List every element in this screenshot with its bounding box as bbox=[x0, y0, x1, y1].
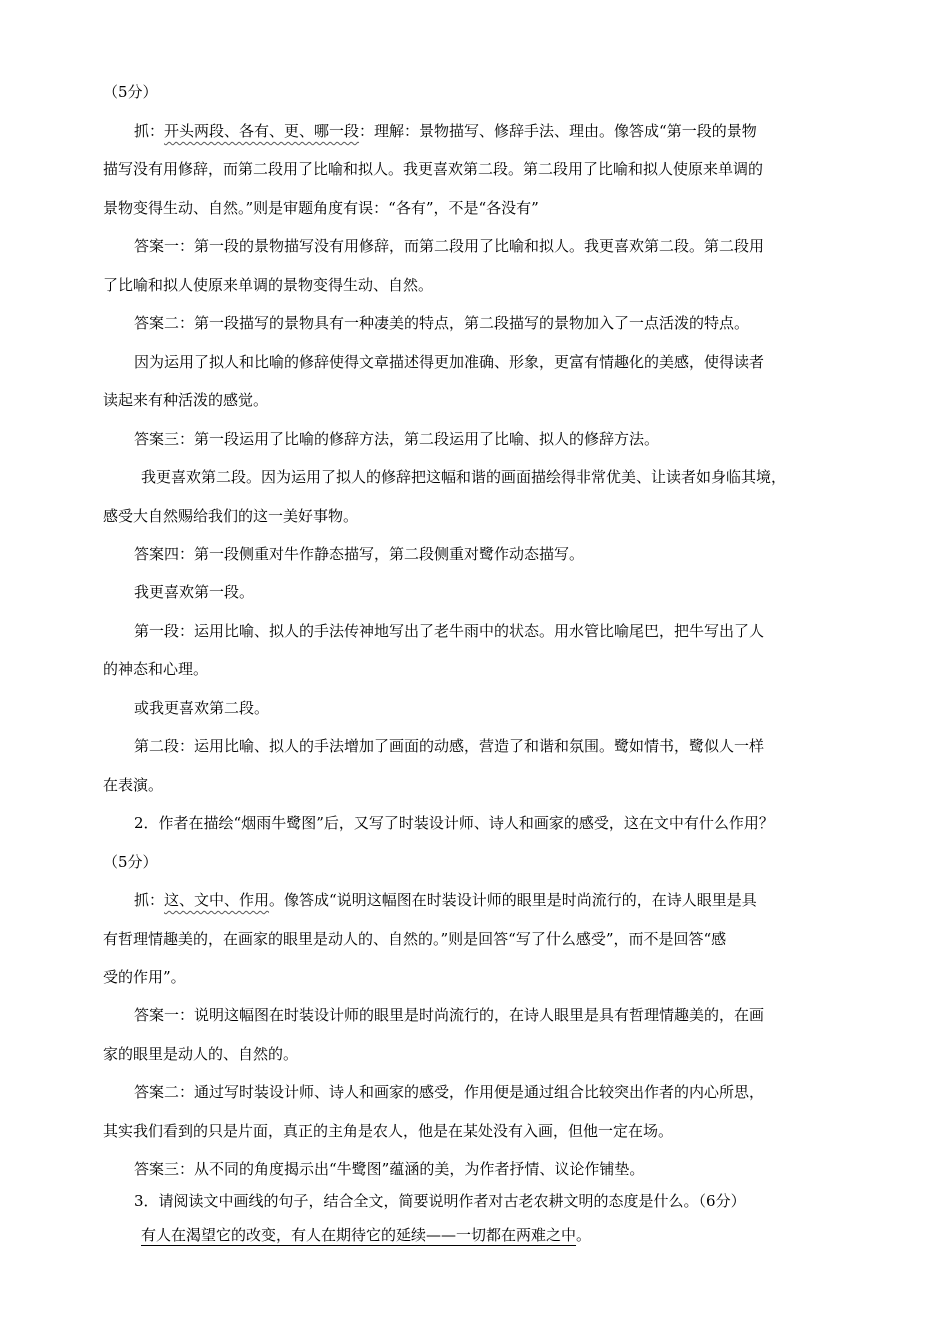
q1-answer-3-line-3: 感受大自然赐给我们的这一美好事物。 bbox=[103, 507, 359, 525]
q1-answer-4-line-7: 在表演。 bbox=[103, 776, 164, 794]
q1-key-words: 开头两段、各有、更、哪一段 bbox=[164, 122, 360, 140]
q1-answer-4-line-4: 的神态和心理。 bbox=[103, 660, 209, 678]
question-3: 3．请阅读文中画线的句子，结合全文，简要说明作者对古老农耕文明的态度是什么。（6分） bbox=[134, 1192, 746, 1210]
underlined-sentence: 有人在渴望它的改变，有人在期待它的延续——一切都在两难之中 bbox=[141, 1226, 577, 1244]
q2-answer-3-line-1: 答案三：从不同的角度揭示出“牛鹭图”蕴涵的美，为作者抒情、议论作铺垫。 bbox=[134, 1160, 645, 1178]
q1-answer-2-line-2: 因为运用了拟人和比喻的修辞使得文章描述得更加准确、形象，更富有情趣化的美感，使得读者 bbox=[134, 353, 765, 371]
q1-answer-4-line-6: 第二段：运用比喻、拟人的手法增加了画面的动感，营造了和谐和氛围。鹭如情书，鹭似人一样 bbox=[134, 737, 765, 755]
q2-score: （5分） bbox=[103, 853, 158, 871]
q2-grab-line-1 bbox=[134, 893, 757, 908]
q1-answer-4-line-5: 或我更喜欢第二段。 bbox=[134, 699, 270, 717]
q1-answer-3-line-2: 我更喜欢第二段。因为运用了拟人的修辞把这幅和谐的画面描绘得非常优美、让读者如身临其境， bbox=[141, 468, 787, 486]
q2-key-words: 这、文中、作用 bbox=[164, 891, 270, 909]
q1-answer-3-line-1: 答案三：第一段运用了比喻的修辞方法，第二段运用了比喻、拟人的修辞方法。 bbox=[134, 430, 660, 448]
q1-answer-2-line-1: 答案二：第一段描写的景物具有一种凄美的特点，第二段描写的景物加入了一点活泼的特点。 bbox=[134, 314, 750, 332]
q1-score: （5分） bbox=[103, 83, 158, 101]
q1-grab-line-2: 描写没有用修辞，而第二段用了比喻和拟人。我更喜欢第二段。第二段用了比喻和拟人使原来单调的 bbox=[103, 160, 764, 178]
q1-answer-1-line-2: 了比喻和拟人使原来单调的景物变得生动、自然。 bbox=[103, 276, 434, 294]
q2-grab-line-3: 受的作用”。 bbox=[103, 968, 186, 986]
q1-grab-line-1 bbox=[134, 124, 757, 139]
q2-answer-2-line-2: 其实我们看到的只是片面，真正的主角是农人，他是在某处没有入画，但他一定在场。 bbox=[103, 1122, 674, 1140]
q1-answer-4-line-3: 第一段：运用比喻、拟人的手法传神地写出了老牛雨中的状态。用水管比喻尾巴，把牛写出了人 bbox=[134, 622, 765, 640]
q1-answer-4-line-1: 答案四：第一段侧重对牛作静态描写，第二段侧重对鹭作动态描写。 bbox=[134, 545, 585, 563]
grab-prefix: 抓： bbox=[134, 891, 165, 909]
q1-grab-line-3: 景物变得生动、自然。”则是审题角度有误：“各有”，不是“各没有” bbox=[103, 199, 539, 217]
q2-answer-2-line-1: 答案二：通过写时装设计师、诗人和画家的感受，作用便是通过组合比较突出作者的内心所思， bbox=[134, 1083, 765, 1101]
q1-answer-2-line-3: 读起来有种活泼的感觉。 bbox=[103, 391, 269, 409]
grab-prefix: 抓： bbox=[134, 122, 165, 140]
q1-answer-1-line-1: 答案一：第一段的景物描写没有用修辞，而第二段用了比喻和拟人。我更喜欢第二段。第二段用 bbox=[134, 237, 765, 255]
q2-answer-1-line-2: 家的眼里是动人的、自然的。 bbox=[103, 1045, 299, 1063]
q2-grab-line-2: 有哲理情趣美的，在画家的眼里是动人的、自然的。”则是回答“写了什么感受”，而不是回答“感 bbox=[103, 930, 727, 948]
q3-quoted-sentence bbox=[141, 1228, 591, 1243]
q2-answer-1-line-1: 答案一：说明这幅图在时装设计师的眼里是时尚流行的，在诗人眼里是具有哲理情趣美的，在画 bbox=[134, 1006, 765, 1024]
question-2: 2．作者在描绘“烟雨牛鹭图”后，又写了时装设计师、诗人和画家的感受，这在文中有什么作用？ bbox=[134, 814, 774, 832]
q1-answer-4-line-2: 我更喜欢第一段。 bbox=[134, 583, 255, 601]
sentence-period: 。 bbox=[576, 1226, 592, 1244]
q1-grab-text: ：理解：景物描写、修辞手法、理由。像答成“第一段的景物 bbox=[359, 122, 757, 140]
q2-grab-text: 。像答成“说明这幅图在时装设计师的眼里是时尚流行的，在诗人眼里是具 bbox=[269, 891, 757, 909]
